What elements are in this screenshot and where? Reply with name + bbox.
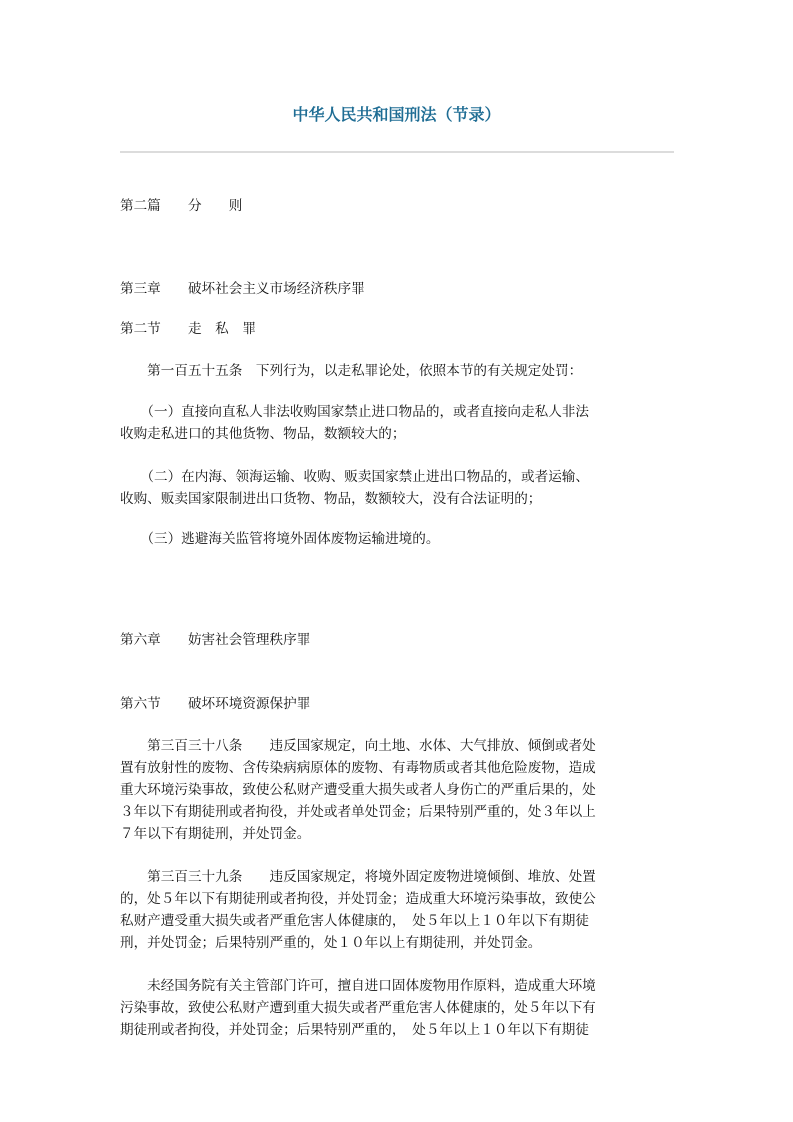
text-line: 刑，并处罚金；后果特别严重的，处１０年以上有期徒刑，并处罚金。: [120, 935, 542, 951]
article-338: [120, 735, 690, 845]
chapter-heading: 第六章 妨害社会管理秩序罪: [120, 632, 311, 648]
title-divider: [120, 151, 674, 153]
article-155-item-2: [120, 466, 690, 510]
text-line: 的，处５年以下有期徒刑或者拘役，并处罚金；造成重大环境污染事故，致使公: [120, 891, 596, 907]
text-line: 重大环境污染事故，致使公私财产遭受重大损失或者人身伤亡的严重后果的，处: [120, 782, 596, 798]
text-line: 第三百三十九条 违反国家规定，将境外固定废物进境倾倒、堆放、处置: [120, 869, 596, 885]
article-339-paragraph-2: [120, 975, 690, 1041]
article-155-item-1: [120, 401, 690, 445]
document-title: 中华人民共和国刑法（节录）: [292, 105, 501, 124]
text-line: 期徒刑或者拘役，并处罚金；后果特别严重的， 处５年以上１０年以下有期徒: [120, 1022, 589, 1038]
text-line: 置有放射性的废物、含传染病病原体的废物、有毒物质或者其他危险废物，造成: [120, 760, 596, 776]
text-line: 收购、贩卖国家限制进出口货物、物品，数额较大，没有合法证明的；: [120, 491, 542, 507]
article-155: 第一百五十五条 下列行为，以走私罪论处，依照本节的有关规定处罚：: [120, 363, 583, 379]
chapter-heading: 第三章 破坏社会主义市场经济秩序罪: [120, 281, 365, 297]
text-line: （一）直接向直私人非法收购国家禁止进口物品的，或者直接向走私人非法: [120, 404, 589, 420]
text-line: 私财产遭受重大损失或者严重危害人体健康的， 处５年以上１０年以下有期徒: [120, 913, 589, 929]
text-line: 第三百三十八条 违反国家规定，向土地、水体、大气排放、倾倒或者处: [120, 738, 596, 754]
text-line: ７年以下有期徒刑，并处罚金。: [120, 826, 311, 842]
text-line: 未经国务院有关主管部门许可，擅自进口固体废物用作原料，造成重大环境: [120, 978, 596, 994]
section-heading: 第六节 破坏环境资源保护罪: [120, 696, 311, 712]
article-339: [120, 866, 690, 954]
part-heading: 第二篇 分 则: [120, 198, 243, 214]
section-heading: 第二节 走 私 罪: [120, 321, 256, 337]
article-155-item-3: （三）逃避海关监管将境外固体废物运输进境的。: [120, 531, 440, 547]
text-line: ３年以下有期徒刑或者拘役，并处或者单处罚金；后果特别严重的，处３年以上: [120, 804, 596, 820]
text-line: 污染事故，致使公私财产遭到重大损失或者严重危害人体健康的，处５年以下有: [120, 1000, 596, 1016]
text-line: （二）在内海、领海运输、收购、贩卖国家禁止进出口物品的，或者运输、: [120, 469, 589, 485]
text-line: 收购走私进口的其他货物、物品，数额较大的；: [120, 426, 406, 442]
